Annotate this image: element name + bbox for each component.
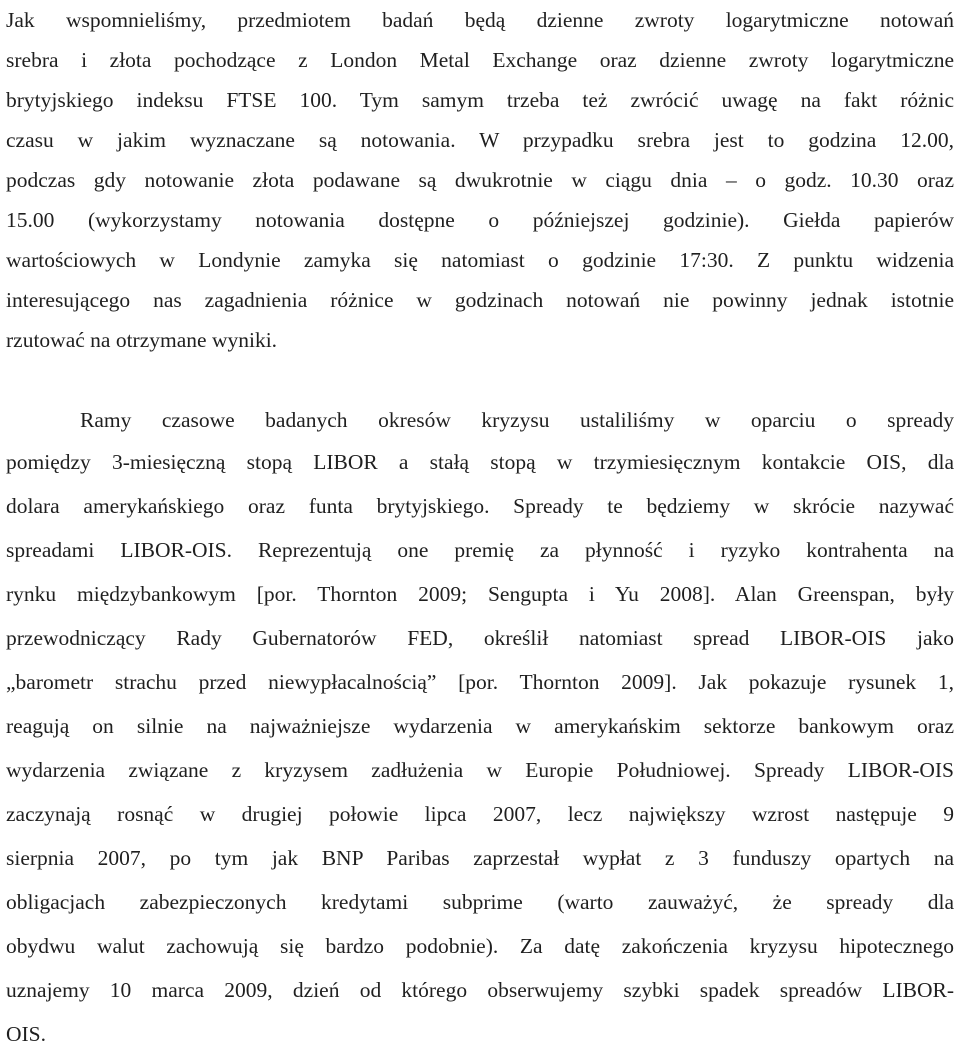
text-line: interesującego nas zagadnienia różnice w godzinach notowań nie powinny jednak istotnie [6, 288, 954, 312]
text-line: rzutować na otrzymane wyniki. [6, 328, 278, 352]
text-line: sierpnia 2007, po tym jak BNP Paribas zaprzestał wypłat z 3 funduszy opartych na [6, 846, 954, 870]
text-line: czasu w jakim wyznaczane są notowania. W przypadku srebra jest to godzina 12.00, [6, 128, 954, 152]
text-line: przewodniczący Rady Gubernatorów FED, określił natomiast spread LIBOR-OIS jako [6, 626, 954, 650]
text-line: wartościowych w Londynie zamyka się natomiast o godzinie 17:30. Z punktu widzenia [6, 248, 954, 272]
text-line: „barometr strachu przed niewypłacalnością” [por. Thornton 2009]. Jak pokazuje rysunek 1, [6, 670, 954, 694]
text-line: brytyjskiego indeksu FTSE 100. Tym samym trzeba też zwrócić uwagę na fakt różnic [6, 88, 954, 112]
text-line: wydarzenia związane z kryzysem zadłużenia w Europie Południowej. Spready LIBOR-OIS [6, 758, 954, 782]
text-line: OIS. [6, 1022, 47, 1046]
text-line: pomiędzy 3-miesięczną stopą LIBOR a stałą stopą w trzymiesięcznym kontakcie OIS, dla [6, 450, 954, 474]
text-line: Ramy czasowe badanych okresów kryzysu ustaliliśmy w oparciu o spready [80, 408, 954, 432]
text-line: podczas gdy notowanie złota podawane są dwukrotnie w ciągu dnia – o godz. 10.30 oraz [6, 168, 954, 192]
text-line: reagują on silnie na najważniejsze wydarzenia w amerykańskim sektorze bankowym oraz [6, 714, 954, 738]
text-line: obydwu walut zachowują się bardzo podobnie). Za datę zakończenia kryzysu hipotecznego [6, 934, 954, 958]
text-line: spreadami LIBOR-OIS. Reprezentują one premię za płynność i ryzyko kontrahenta na [6, 538, 954, 562]
text-line: zaczynają rosnąć w drugiej połowie lipca 2007, lecz największy wzrost następuje 9 [6, 802, 954, 826]
text-line: 15.00 (wykorzystamy notowania dostępne o późniejszej godzinie). Giełda papierów [6, 208, 954, 232]
text-line: srebra i złota pochodzące z London Metal Exchange oraz dzienne zwroty logarytmiczne [6, 48, 954, 72]
text-line: obligacjach zabezpieczonych kredytami subprime (warto zauważyć, że spready dla [6, 890, 954, 914]
text-line: uznajemy 10 marca 2009, dzień od którego obserwujemy szybki spadek spreadów LIBOR- [6, 978, 954, 1002]
text-line: rynku międzybankowym [por. Thornton 2009; Sengupta i Yu 2008]. Alan Greenspan, były [6, 582, 954, 606]
text-line: Jak wspomnieliśmy, przedmiotem badań będą dzienne zwroty logarytmiczne notowań [6, 8, 954, 32]
text-line: dolara amerykańskiego oraz funta brytyjskiego. Spready te będziemy w skrócie nazywać [6, 494, 954, 518]
